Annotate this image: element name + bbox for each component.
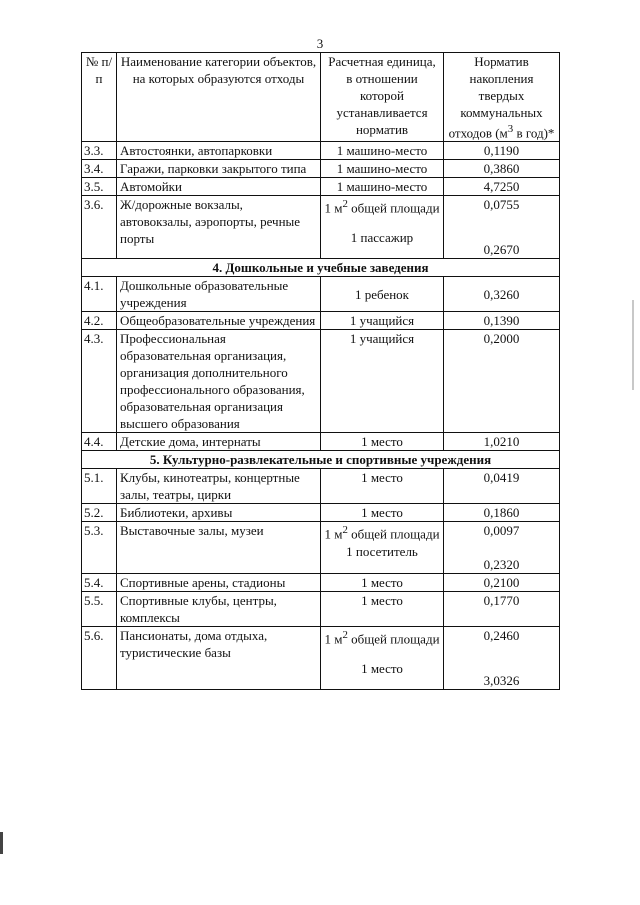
row-name: Клубы, кинотеатры, концертные залы, театры, цирки: [117, 469, 321, 504]
section-heading: 5. Культурно-развлекательные и спортивные учреждения: [82, 451, 560, 469]
table-row: [82, 627, 560, 690]
row-num: 4.1.: [82, 277, 117, 312]
waste-norms-table: [81, 52, 560, 690]
table-row: [82, 469, 560, 504]
row-num: 3.4.: [82, 160, 117, 178]
scan-edge-mark: [632, 300, 634, 390]
row-name: Выставочные залы, музеи: [117, 522, 321, 574]
row-name: Гаражи, парковки закрытого типа: [117, 160, 321, 178]
row-name: Библиотеки, архивы: [117, 504, 321, 522]
row-value: 0,2100: [444, 574, 560, 592]
unit-area: 1 $м^2$ общей площади: [324, 629, 440, 647]
row-unit: [321, 522, 444, 574]
row-name: Автостоянки, автопарковки: [117, 142, 321, 160]
unit-secondary: 1 посетитель: [346, 543, 418, 559]
row-value: 4,7250: [444, 178, 560, 196]
section-heading: 4. Дошкольные и учебные заведения: [82, 259, 560, 277]
unit-area: 1 $м^2$ общей площади: [324, 198, 440, 216]
unit-area: 1 $м^2$ общей площади: [324, 524, 440, 542]
row-num: 5.3.: [82, 522, 117, 574]
row-unit: 1 учащийся: [321, 330, 444, 433]
table-row: [82, 522, 560, 574]
table-row: [82, 330, 560, 433]
section-heading-row: [82, 451, 560, 469]
header-num: № п/п: [82, 53, 117, 142]
table-row: [82, 312, 560, 330]
row-num: 4.2.: [82, 312, 117, 330]
table-row: [82, 433, 560, 451]
row-name: Автомойки: [117, 178, 321, 196]
table-header-row: [82, 53, 560, 142]
row-unit: 1 место: [321, 504, 444, 522]
unit-secondary: 1 пассажир: [350, 229, 414, 245]
value-area: 0,0097: [483, 523, 520, 539]
row-name: Спортивные арены, стадионы: [117, 574, 321, 592]
row-unit: 1 учащийся: [321, 312, 444, 330]
row-name: Общеобразовательные учреждения: [117, 312, 321, 330]
row-name: Пансионаты, дома отдыха, туристические базы: [117, 627, 321, 690]
table-row: [82, 196, 560, 259]
row-name: Дошкольные образовательные учреждения: [117, 277, 321, 312]
value-secondary: 0,2670: [483, 242, 520, 258]
row-value: 0,1770: [444, 592, 560, 627]
table-row: [82, 504, 560, 522]
row-value: 0,1390: [444, 312, 560, 330]
row-value: 1,0210: [444, 433, 560, 451]
table-row: [82, 142, 560, 160]
row-unit: 1 машино-место: [321, 160, 444, 178]
row-unit: 1 машино-место: [321, 178, 444, 196]
row-value: 0,3260: [444, 277, 560, 312]
row-value: 0,3860: [444, 160, 560, 178]
row-name: Профессиональная образовательная организация, организация дополнительного профессионального образования, образовательная организация высшего образования: [117, 330, 321, 433]
row-value: 0,1190: [444, 142, 560, 160]
value-secondary: 3,0326: [483, 673, 520, 689]
row-unit: 1 машино-место: [321, 142, 444, 160]
row-num: 3.3.: [82, 142, 117, 160]
row-unit: 1 ребенок: [321, 277, 444, 312]
row-num: 5.5.: [82, 592, 117, 627]
table-row: [82, 574, 560, 592]
scan-edge-mark: [0, 832, 3, 854]
row-unit: [321, 627, 444, 690]
row-num: 4.4.: [82, 433, 117, 451]
row-num: 5.1.: [82, 469, 117, 504]
row-num: 3.5.: [82, 178, 117, 196]
row-name: Детские дома, интернаты: [117, 433, 321, 451]
row-unit: 1 место: [321, 469, 444, 504]
table-row: [82, 277, 560, 312]
row-name: Ж/дорожные вокзалы, автовокзалы, аэропорты, речные порты: [117, 196, 321, 259]
row-num: 5.6.: [82, 627, 117, 690]
table-row: [82, 160, 560, 178]
row-value: [444, 196, 560, 259]
row-unit: 1 место: [321, 433, 444, 451]
table-row: [82, 178, 560, 196]
row-value: 0,1860: [444, 504, 560, 522]
section-heading-row: [82, 259, 560, 277]
value-secondary: 0,2320: [483, 557, 520, 573]
row-unit: 1 место: [321, 574, 444, 592]
row-value: [444, 627, 560, 690]
row-value: [444, 522, 560, 574]
row-unit: 1 место: [321, 592, 444, 627]
row-num: 4.3.: [82, 330, 117, 433]
row-num: 5.4.: [82, 574, 117, 592]
header-unit: Расчетная единица, в отношении которой устанавливается норматив: [321, 53, 444, 142]
row-name: Спортивные клубы, центры, комплексы: [117, 592, 321, 627]
table-row: [82, 592, 560, 627]
row-num: 3.6.: [82, 196, 117, 259]
unit-secondary: 1 место: [361, 660, 403, 676]
value-area: 0,2460: [483, 628, 520, 644]
row-value: 0,0419: [444, 469, 560, 504]
row-value: 0,2000: [444, 330, 560, 433]
header-name: Наименование категории объектов, на которых образуются отходы: [117, 53, 321, 142]
value-area: 0,0755: [483, 197, 520, 213]
row-unit: [321, 196, 444, 259]
page-number: 3: [316, 36, 324, 51]
header-norm: Норматив накопления твердых коммунальных отходов ($м^3$ в год)*: [444, 53, 560, 142]
row-num: 5.2.: [82, 504, 117, 522]
